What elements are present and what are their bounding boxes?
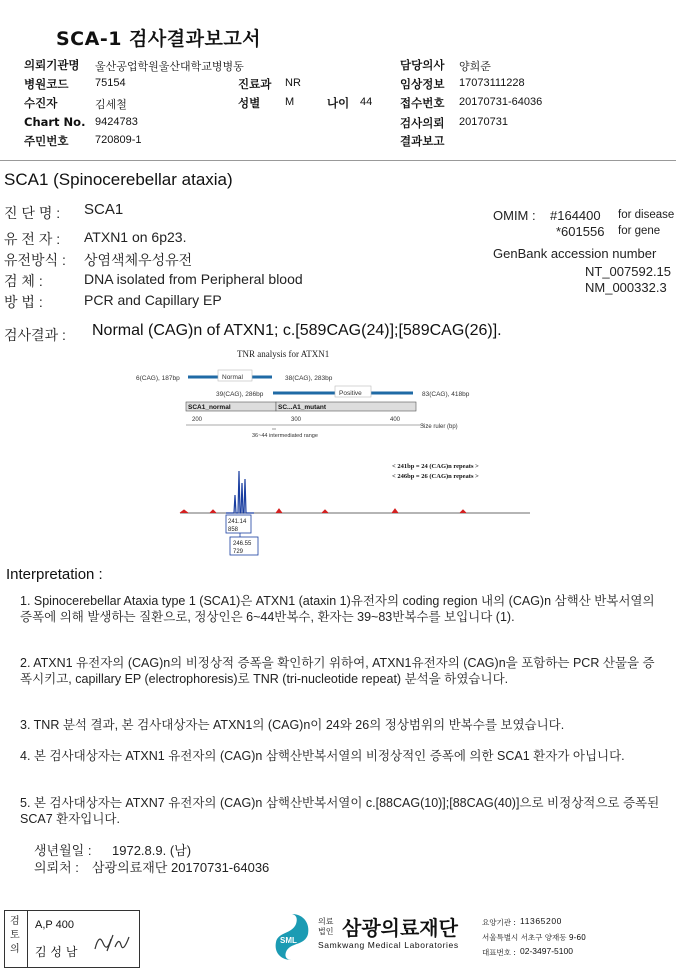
tick-400: 400 [390,417,401,423]
figure-title: TNR analysis for ATXN1 [237,349,330,359]
sex-label: 성별 [238,96,261,110]
id-label: 주민번호 [24,134,69,148]
peak-trace [226,471,254,513]
dob-label: 생년월일 : [34,843,92,858]
method-value: PCR and Capillary EP [84,292,222,308]
size-ruler-label: Size ruler (bp) [420,424,458,430]
requester-value: 삼광의료재단 20170731-64036 [92,860,270,875]
omim-label: OMIM : [493,208,536,223]
peak1-height: 858 [228,527,239,533]
sml-logo-text: SML [280,936,297,945]
id-value: 720809-1 [95,134,142,146]
ladder-peak-1 [180,510,188,513]
tick-300: 300 [291,417,302,423]
omim-gene-id: *601556 [556,224,605,239]
inheritance-label: 유전방식 : [4,252,66,268]
gene-label: 유 전 자 : [4,231,61,247]
doctor-label: 담당의사 [400,58,445,72]
dob-value: 1972.8.9. (남) [112,843,192,858]
interpretation-p3: 3. TNR 분석 결과, 본 검사대상자는 ATXN1의 (CAG)n이 24와 26의 정상범위의 반복수를 보였습니다. [20,718,565,732]
test-result-value: Normal (CAG)n of ATXN1; c.[589CAG(24)];[589CAG(26)]. [92,322,502,339]
normal-high-label: 38(CAG), 283bp [285,375,333,382]
omim-disease-note: for disease [618,209,675,221]
org-reg: 11365200 [520,916,562,926]
tnr-analysis-figure [130,345,530,560]
reviewer-stamp-label-cell [5,911,28,967]
bin-normal-label: SCA1_normal [188,404,231,411]
department-value: NR [285,77,301,89]
request-value: 20170731 [459,116,508,128]
inheritance-value: 상염색체우성유전 [84,252,193,268]
institution-label: 의뢰기관명 [24,58,80,72]
hospital-code-value: 75154 [95,77,126,89]
positive-label: Positive [339,390,362,397]
ladder-peak-3 [276,509,282,513]
department-label: 진료과 [238,77,272,91]
tick-200: 200 [192,417,203,423]
specimen-label: 검 체 : [4,273,43,289]
doctor-value: 양희준 [459,61,491,73]
sml-logo-icon [270,912,314,962]
gene-value: ATXN1 on 6p23. [84,229,187,245]
sex-value: M [285,96,295,108]
peak2-size: 246.55 [233,541,252,547]
reviewer-stamp-box [4,910,140,968]
hospital-code-label: 병원코드 [24,77,69,91]
diagnosis-value: SCA1 [84,201,124,218]
genbank-acc1: NT_007592.15 [585,264,672,279]
interpretation-p2: 2. ATXN1 유전자의 (CAG)n의 비정상적 증폭을 확인하기 위하여, ATXN1유전자의 (CAG)n을 포함하는 PCR 산물을 증폭시키고, capillary EP (electrophoresis)로 TNR (tri-nucleotide repeat) 분석을 하였습니다. [20,656,655,686]
org-english-name: Samkwang Medical Laboratories [318,940,459,950]
age-label: 나이 [327,96,350,110]
omim-disease-id: #164400 [550,208,601,223]
genbank-acc2: NM_000332.3 [585,280,667,295]
method-label: 방 법 : [4,294,43,310]
test-result-label: 검사결과 : [4,327,66,343]
repeat-note-1: < 241bp = 24 (CAG)n repeats > [392,463,479,470]
signature-mark [93,929,133,955]
org-phone-label: 대표번호 : [482,948,516,957]
ladder-peak-2 [210,510,216,513]
bin-mutant-label: SC...A1_mutant [278,404,327,411]
report-title: SCA-1 검사결과보고서 [56,28,262,50]
positive-low-label: 39(CAG), 286bp [216,391,264,398]
patient-label: 수진자 [24,96,58,110]
interpretation-p1: 1. Spinocerebellar Ataxia type 1 (SCA1)은 ATXN1 (ataxin 1)유전자의 coding region 내의 (CAG)n 삼핵산 반복서열의 증폭에 의해 발생하는 질환으로, 정상인은 6~44반복수, 환자는 39~83반복수를 보입니다 (1). [20,594,655,624]
interpretation-title: Interpretation : [6,566,103,583]
request-label: 검사의뢰 [400,116,445,130]
repeat-note-2: < 246bp = 26 (CAG)n repeats > [392,473,479,480]
receipt-value: 20170731-64036 [459,96,543,108]
clinical-value: 17073111228 [459,77,525,89]
org-reg-label: 요양기관 : [482,918,516,927]
interpretation-p4: 4. 본 검사대상자는 ATXN1 유전자의 (CAG)n 삼핵산반복서열의 비정상적인 증폭에 의한 SCA1 환자가 아닙니다. [20,749,625,763]
org-prefix: 의료법인 [318,917,334,936]
genbank-label: GenBank accession number [493,246,657,261]
section-title: SCA1 (Spinocerebellar ataxia) [4,170,233,189]
org-name: 삼광의료재단 [342,916,458,940]
org-phone: 02-3497-5100 [520,946,573,956]
peak1-size: 241.14 [228,519,247,525]
reviewer-stamp-label: 검토의 [10,916,20,955]
diagnosis-label: 진 단 명 : [4,205,61,221]
requester-label: 의뢰처 : [34,860,79,875]
age-value: 44 [360,96,373,108]
intermediate-range-label: 36~44 intermediated range [252,433,318,439]
reviewer-code: A,P 400 [35,919,74,931]
specimen-value: DNA isolated from Peripheral blood [84,271,303,287]
omim-gene-note: for gene [618,225,661,237]
chart-label: Chart No. [24,115,86,129]
positive-high-label: 83(CAG), 418bp [422,391,470,398]
header-divider [0,160,676,161]
receipt-label: 접수번호 [400,96,445,110]
institution-value: 울산공업학원울산대학교병병동 [95,61,244,73]
patient-value: 김세철 [95,99,127,111]
result-report-label: 결과보고 [400,134,445,148]
chart-value: 9424783 [95,116,138,128]
interpretation-p5: 5. 본 검사대상자는 ATXN7 유전자의 (CAG)n 삼핵산반복서열이 c.[88CAG(10)];[88CAG(40)]으로 비정상적으로 증폭된 SCA7 환자입니다. [20,796,660,826]
peak2-height: 729 [233,549,244,555]
org-address: 서울특별시 서초구 양재동 9-60 [482,933,586,942]
normal-low-label: 6(CAG), 187bp [136,375,180,382]
reviewer-name: 김 성 남 [35,945,78,959]
ladder-peak-6 [460,510,466,513]
ladder-peak-5 [392,509,398,513]
ladder-peak-4 [322,510,328,513]
clinical-label: 임상정보 [400,77,445,91]
normal-label: Normal [222,374,243,381]
